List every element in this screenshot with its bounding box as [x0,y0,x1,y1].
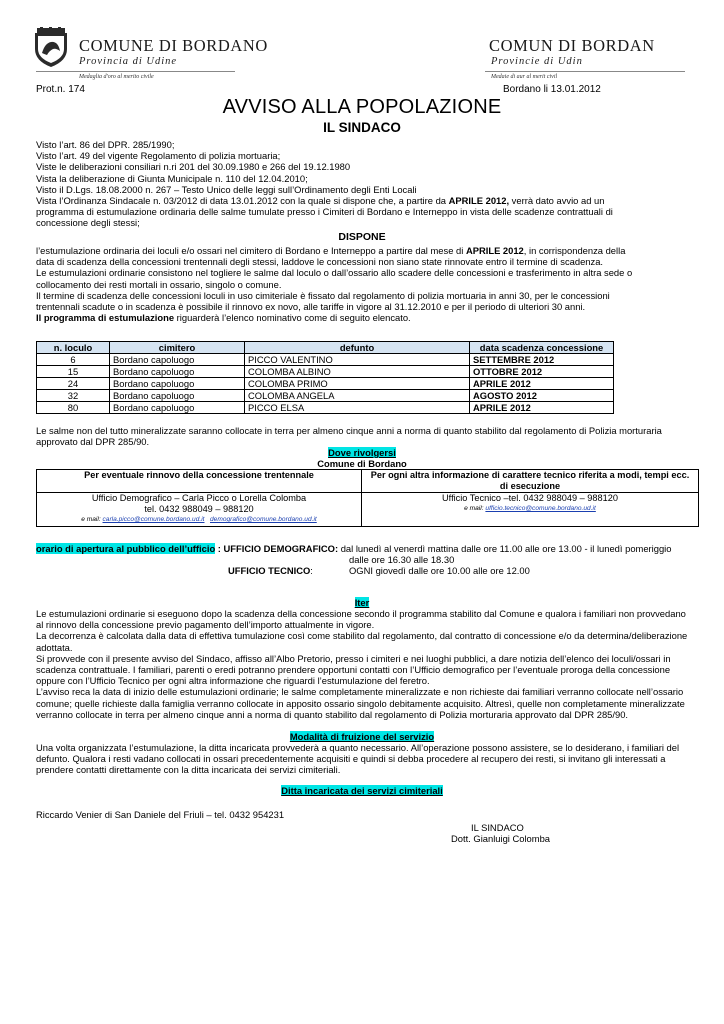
cell-loculo: 15 [37,366,110,378]
email-label: e mail: [464,505,486,512]
table-row [37,366,614,378]
iter-line: verranno collocate in terra per almeno cinque anni a norma di quanto stabilito dal regolamento di Polizia morturaria approvato dal DPR 285/90. [36,708,629,720]
iter-line: scadenza contrattuale. I familiari, parenti o eredi potranno prendere opportuni contatti con l’Ufficio demografico per l’eventuale proroga della concessione [36,664,671,676]
cell-loculo: 6 [37,354,110,366]
cell-cimitero: Bordano capoluogo [110,366,245,378]
page-title: AVVISO ALLA POPOLAZIONE [222,96,502,118]
tecnico-office: Ufficio Tecnico –tel. 0432 988049 – 988120 [442,493,618,503]
signature-title: IL SINDACO [471,822,524,833]
iter-label: Iter [354,597,370,608]
ordinanza-start-date: APRILE 2012, [448,195,510,207]
contacts-col-header [362,470,699,493]
table-header-row [37,342,614,354]
visto-line: Viste le deliberazioni consiliari n.ri 201 del 30.09.1980 e 266 del 19.12.1980 [36,161,351,173]
modalita-heading [0,731,724,742]
document-date: Bordano li 13.01.2012 [503,84,601,95]
cell-cimitero: Bordano capoluogo [110,390,245,402]
ditta-heading [0,785,724,796]
contacts-col-header-line: di esecuzione [499,481,561,491]
iter-block [36,608,700,720]
letterhead-divider-right [485,71,685,72]
cell-loculo: 32 [37,390,110,402]
column-header: defunto [245,342,470,354]
visto-line: Visto l’art. 49 del vigente Regolamento di polizia mortuaria; [36,150,281,162]
letterhead-name: COMUNE DI BORDANO [79,36,268,55]
column-header: cimitero [110,342,245,354]
ufficio-tecnico-label: UFFICIO TECNICO [228,565,311,576]
ditta-label: Ditta incaricata dei servizi cimiteriali [281,785,443,796]
dispone-line [36,312,700,323]
cell-defunto: COLOMBA ALBINO [245,366,470,378]
dispone-line: Il termine di scadenza delle concessioni loculi in uso cimiteriale è fissato dal regolamento di polizia mortuaria in anni 30, per le concessioni [36,289,610,301]
ufficio-demografico-hours: dal lunedì al venerdì mattina dalle ore 11.00 alle ore 13.00 - il lunedì pomeriggio [338,543,672,554]
salme-note [36,425,700,447]
comune-label: Comune di Bordano [317,458,407,469]
modalita-line: prendere contatti direttamente con la ditta incaricata dei servizi cimiteriali. [36,764,341,776]
orario-label: orario di apertura al pubblico dell’ufficio [36,543,216,554]
email-link-demografico[interactable]: demografico@comune.bordano.ud.it [210,516,317,523]
dispone-text: , in corrispondenza della [523,245,626,256]
page-subtitle: IL SINDACO [323,120,401,135]
protocol-number: Prot.n. 174 [36,84,85,95]
signature-name: Dott. Gianluigi Colomba [451,833,551,844]
dove-rivolgersi-heading [0,447,724,458]
column-header: data scadenza concessione [470,342,614,354]
iter-heading [0,597,724,608]
tecnico-cell [362,493,699,527]
iter-line: comune; quelle richieste dalla famiglia verranno collocate in apposito ossario singolo debitamente acquisito. Altresì, quelle non completamente mineralizzate [36,697,685,709]
orario-block [36,543,671,554]
iter-line: al rinnovo della concessione previo pagamento dell’importo attualmente in vigore. [36,619,375,631]
iter-line: Le estumulazioni ordinarie si eseguono dopo la scadenza della concessione secondo il programma stabilito dal Comune e qualora i familiari non provvedano [36,608,686,619]
dispone-start-date: APRILE 2012 [465,245,524,256]
cell-cimitero: Bordano capoluogo [110,354,245,366]
ufficio-demografico-label: : UFFICIO DEMOGRAFICO: [217,543,339,554]
email-link-carla-picco[interactable]: carla.picco@comune.bordano.ud.it [102,516,205,523]
ordinanza-line: programma di estumulazione ordinaria delle salme tumulate presso i Cimiteri di Bordano e Interneppo in vista delle scadenze contrattuali di [36,206,613,218]
salme-line: approvato dal DPR 285/90. [36,436,150,448]
dove-rivolgersi-label: Dove rivolgersi [328,447,396,458]
cell-defunto: COLOMBA ANGELA [245,390,470,402]
dispone-text: riguarderà l’elenco nominativo come di seguito elencato. [174,312,411,324]
table-row [37,402,614,414]
iter-line: Si provvede con il presente avviso del Sindaco, affisso all’Albo Pretorio, presso i cimiteri e nei luoghi pubblici, a dare notizia dell’elenco dei loculi/ossari in [36,652,671,664]
dispone-text: l’estumulazione ordinaria dei loculi e/o ossari nel cimitero di Bordano e Interneppo a partire dal mese di [36,245,466,256]
ordinanza-line: concessione degli stessi; [36,217,140,229]
iter-line: adottata. [36,641,73,653]
dispone-heading: DISPONE [338,231,386,243]
dispone-line: collocamento dei resti mortali in ossario, singolo o comune. [36,278,282,290]
cell-scadenza: APRILE 2012 [470,378,614,390]
iter-line: oppure con l’Ufficio Tecnico per ogni altra informazione che riguardi l’estumulazione del feretro. [36,675,430,687]
coat-of-arms-icon [31,27,71,69]
cell-scadenza: AGOSTO 2012 [470,390,614,402]
contacts-table [36,469,699,527]
ordinanza-text: verrà dato avvio ad un [509,195,605,207]
ditta-contact: Riccardo Venier di San Daniele del Friuli – tel. 0432 954231 [36,809,285,820]
cell-cimitero: Bordano capoluogo [110,378,245,390]
cell-scadenza: SETTEMBRE 2012 [470,354,614,366]
ufficio-tecnico-row [228,565,313,576]
demografico-emails [40,515,358,524]
ordinanza-line [36,195,700,206]
dispone-block [36,245,700,323]
email-link-ufficio-tecnico[interactable]: ufficio.tecnico@comune.bordano.ud.it [485,505,596,512]
cell-defunto: PICCO ELSA [245,402,470,414]
contacts-col-header: Per eventuale rinnovo della concessione trentennale [37,470,362,493]
visto-line: Visto il D.Lgs. 18.08.2000 n. 267 – Testo Unico delle leggi sull’Ordinamento degli Enti Locali [36,183,417,195]
modalita-block [36,742,700,776]
letterhead-province: Provincia di Udine [79,56,178,67]
modalita-label: Modalità di fruizione del servizio [289,731,435,742]
visto-block [36,139,700,229]
cell-scadenza: OTTOBRE 2012 [470,366,614,378]
iter-line: La decorrenza è calcolata dalla data di effettiva tumulazione così come stabilito dal regolamento, dal contratto di concessione e/o da determina/deliberazione [36,630,688,642]
contacts-header-row [37,470,699,493]
demografico-office: Ufficio Demografico – Carla Picco o Lorella Colomba [91,493,307,503]
dispone-line: trentennali scadute o in scadenza è possibile il rinnovo ex novo, alle tariffe in vigore al 31.12.2010 e per il periodo di ulteriori 30 anni. [36,301,586,313]
cell-loculo: 24 [37,378,110,390]
cell-cimitero: Bordano capoluogo [110,402,245,414]
ufficio-tecnico-hours: OGNI giovedì dalle ore 10.00 alle ore 12.00 [349,565,530,576]
ordinanza-text: Vista l’Ordinanza Sindacale n. 03/2012 di data 13.01.2012 con la quale si dispone che, a partire da [36,195,449,207]
letterhead-divider [36,71,235,72]
modalita-line: Una volta organizzata l’estumulazione, la ditta incaricata provvederà a quanto necessario. All’operazione possono assistere, se lo desiderano, i familiari del [36,742,680,753]
letterhead-medal-friulian: Medaie di aur al merit civil [491,74,558,80]
cell-defunto: PICCO VALENTINO [245,354,470,366]
cell-defunto: COLOMBA PRIMO [245,378,470,390]
loculi-table [36,341,614,414]
dispone-line [36,245,700,256]
dispone-line: Le estumulazioni ordinarie consistono nel togliere le salme dal loculo o dall’ossario allo scadere delle concessioni e trasferimento in altra sede o [36,267,633,279]
letterhead-name-friulian: COMUN DI BORDAN [489,36,655,55]
table-row [37,390,614,402]
demografico-phone: tel. 0432 988049 – 988120 [144,504,254,514]
letterhead-province-friulian: Provincie di Udin [491,56,583,67]
demografico-cell [37,493,362,527]
ufficio-demografico-hours-afternoon: dalle ore 16.30 alle 18.30 [349,554,455,565]
letterhead-medal: Medaglia d'oro al merito civile [79,74,154,80]
iter-line: L’avviso reca la data di inizio delle estumulazioni ordinarie; le salme completamente mineralizzate e non richieste dai familiari verranno collocate nell’ossario [36,686,684,698]
tecnico-emails [365,504,695,513]
modalita-line: defunto. Qualora i resti vadano collocati in ossari precedentemente acquisiti e quindi si debba procedere al recupero dei resti, si invitano gli interessati a [36,753,666,765]
email-label: e mail: [81,516,103,523]
contacts-body-row [37,493,699,527]
cell-loculo: 80 [37,402,110,414]
visto-line: Vista la deliberazione di Giunta Municipale n. 110 del 12.04.2010; [36,172,308,184]
dispone-line: data di scadenza della concessioni trentennali degli stessi, laddove le concessioni non siano state rinnovate entro il termine di scadenza. [36,256,604,268]
column-header: n. loculo [37,342,110,354]
table-row [37,378,614,390]
contacts-col-header-line: Per ogni altra informazione di carattere tecnico riferita a modi, tempi ecc. [370,470,690,480]
ufficio-tecnico-colon: : [310,565,313,576]
visto-line: Visto l’art. 86 del DPR. 285/1990; [36,139,175,150]
salme-line: Le salme non del tutto mineralizzate saranno collocate in terra per almeno cinque anni a norma di quanto stabilito dal regolamento di Polizia morturaria [36,425,662,436]
cell-scadenza: APRILE 2012 [470,402,614,414]
dispone-bold-text: Il programma di estumulazione [36,312,175,324]
table-row [37,354,614,366]
